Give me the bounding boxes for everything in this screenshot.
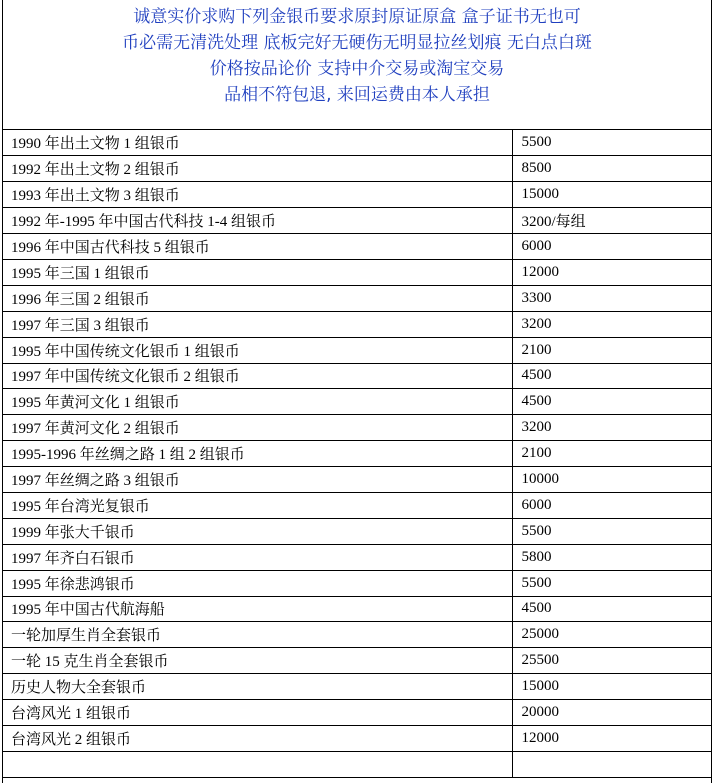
price-cell: 10000 [512,467,711,493]
price-cell: 3200/每组 [512,208,711,234]
price-cell: 4500 [512,596,711,622]
price-cell [512,751,711,777]
notice-header [3,0,711,130]
coin-name-cell: 1990 年出土文物 1 组银币 [3,130,512,156]
table-row [3,156,711,182]
price-cell: 4500 [512,389,711,415]
coin-name-cell: 台湾风光 2 组银币 [3,725,512,751]
table-row [3,544,711,570]
coin-name-cell: 一轮加厚生肖全套银币 [3,622,512,648]
price-cell: 25500 [512,648,711,674]
price-cell: 3200 [512,415,711,441]
coin-name-cell: 1996 年三国 2 组银币 [3,285,512,311]
coin-name-cell: 一轮 15 克生肖全套银币 [3,648,512,674]
coin-name-cell: 1995 年中国传统文化银币 1 组银币 [3,337,512,363]
coin-name-cell: 1995-1996 年丝绸之路 1 组 2 组银币 [3,441,512,467]
price-cell: 3300 [512,285,711,311]
price-cell: 6000 [512,492,711,518]
table-row [3,389,711,415]
table-row [3,622,711,648]
notice-line: 币必需无清洗处理 底板完好无硬伤无明显拉丝划痕 无白点白斑 [122,33,592,53]
table-row [3,208,711,234]
coin-name-cell: 台湾风光 1 组银币 [3,700,512,726]
table-row [3,337,711,363]
price-cell: 15000 [512,674,711,700]
table-row [3,130,711,156]
price-cell: 3200 [512,311,711,337]
price-cell: 15000 [512,182,711,208]
coin-name-cell: 1993 年出土文物 3 组银币 [3,182,512,208]
coin-name-cell: 1995 年徐悲鸿银币 [3,570,512,596]
price-cell: 5500 [512,570,711,596]
price-cell: 12000 [512,725,711,751]
price-cell: 12000 [512,259,711,285]
price-cell: 2100 [512,441,711,467]
price-cell: 25000 [512,622,711,648]
coin-name-cell: 历史人物大全套银币 [3,674,512,700]
price-cell: 5800 [512,544,711,570]
table-row [3,596,711,622]
table-row [3,234,711,260]
price-cell: 8500 [512,156,711,182]
notice-line: 诚意实价求购下列金银币要求原封原证原盒 盒子证书无也可 [133,7,581,27]
table-row [3,285,711,311]
coin-name-cell: 1997 年丝绸之路 3 组银币 [3,467,512,493]
price-cell: 4500 [512,363,711,389]
coin-name-cell: 1992 年出土文物 2 组银币 [3,156,512,182]
coin-name-cell: 1997 年中国传统文化银币 2 组银币 [3,363,512,389]
notice-line: 品相不符包退, 来回运费由本人承担 [224,85,490,105]
table-row [3,467,711,493]
coin-name-cell: 1995 年中国古代航海船 [3,596,512,622]
coin-name-cell: 1995 年台湾光复银币 [3,492,512,518]
table-row [3,492,711,518]
price-cell: 6000 [512,234,711,260]
coin-name-cell: 1995 年三国 1 组银币 [3,259,512,285]
table-row [3,182,711,208]
coin-name-cell: 1992 年-1995 年中国古代科技 1-4 组银币 [3,208,512,234]
table-row [3,751,711,777]
price-cell: 2100 [512,337,711,363]
coin-name-cell: 1997 年齐白石银币 [3,544,512,570]
table-row [3,518,711,544]
table-row [3,674,711,700]
price-table-body [3,130,711,777]
table-row [3,441,711,467]
coin-name-cell: 1997 年三国 3 组银币 [3,311,512,337]
table-row [3,415,711,441]
price-cell: 20000 [512,700,711,726]
coin-name-cell [3,751,512,777]
price-cell: 5500 [512,130,711,156]
price-table [3,130,711,778]
table-row [3,363,711,389]
notice-line: 价格按品论价 支持中介交易或淘宝交易 [209,59,505,79]
table-row [3,259,711,285]
price-sheet [2,0,712,783]
table-row [3,570,711,596]
table-row [3,725,711,751]
table-row [3,311,711,337]
coin-name-cell: 1999 年张大千银币 [3,518,512,544]
coin-name-cell: 1995 年黄河文化 1 组银币 [3,389,512,415]
price-cell: 5500 [512,518,711,544]
table-row [3,648,711,674]
coin-name-cell: 1997 年黄河文化 2 组银币 [3,415,512,441]
table-row [3,700,711,726]
coin-name-cell: 1996 年中国古代科技 5 组银币 [3,234,512,260]
